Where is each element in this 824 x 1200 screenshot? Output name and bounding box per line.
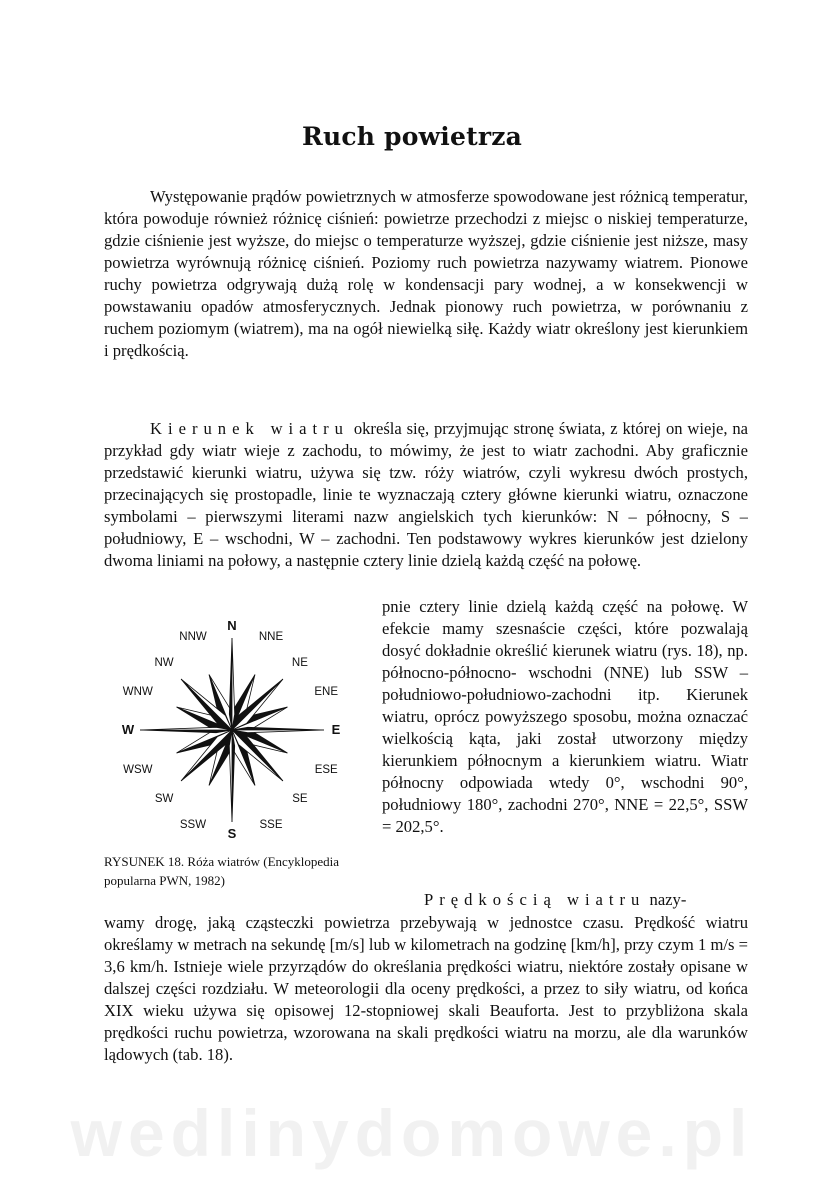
- paragraph-intro: Występowanie prądów powietrznych w atmosferze spowodowane jest różnicą temperatur, która powoduje również różnicę ciśnień: powietrze przechodzi z miejsc o niskiej temperaturze, gdzie ciśnienie jest wyższe, do miejsc o temperaturze wyższej, gdzie ciśnienie jest niższe, masy powietrza wyrównują różnicę ciśnień. Poziomy ruch powietrza nazywamy wiatrem. Pionowe ruchy powietrza odgrywają dużą rolę w kondensacji pary wodnej, a w konsekwencji w powstawaniu opadów atmosferycznych. Jednak pionowy ruch powietrza, w porównaniu z ruchem poziomym (wiatrem), ma na ogół niewielką siłę. Każdy wiatr określony jest kierunkiem i prędkością.: [104, 187, 748, 360]
- paragraph-wind-speed-lead-word: nazy-: [649, 890, 687, 909]
- rose-label-w: W: [121, 722, 135, 737]
- figure-caption: RYSUNEK 18. Róża wiatrów (Encyklopedia popularna PWN, 1982): [104, 854, 340, 888]
- rose-label-sse: SSE: [259, 819, 283, 832]
- rose-label-e: E: [331, 722, 341, 737]
- rose-label-s: S: [227, 826, 237, 841]
- paragraph-wind-direction-continued: pnie cztery linie dzielą każdą część na połowę. W efekcie mamy szesnaście części, które pozwalają dosyć dokładnie określić kierunek wiatru (rys. 18), np. północno-północno- wschodni (NNE) lub SSW – południowo-południowo-zachodni itp. Kierunek wiatru, oprócz powyższego sposobu, można oznaczać wielkością kąta, jaki został utworzony między kierunkiem północnym a kierunkiem wiatru. Wiatr północny odpowiada wtedy 0°, wschodni 90°, południowy 180°, zachodni 270°, NNE = 22,5°, SSW = 202,5°.: [382, 597, 748, 836]
- rose-point-w-light: [140, 727, 232, 730]
- rose-label-ne: NE: [291, 657, 308, 670]
- wind-rose-figure: [100, 615, 370, 845]
- term-wind-direction: Kierunek wiatru: [150, 419, 349, 438]
- rose-point-s-light: [229, 730, 232, 822]
- rose-label-sw: SW: [154, 792, 174, 805]
- paragraph-wind-speed-lead: [424, 889, 748, 911]
- wind-rose-diagram: [100, 615, 370, 845]
- rose-point-s-dark: [232, 730, 235, 822]
- rose-label-wnw: WNW: [122, 686, 153, 698]
- rose-point-n-dark: [229, 638, 232, 730]
- rose-label-ssw: SSW: [179, 819, 207, 832]
- rose-label-ene: ENE: [314, 686, 339, 698]
- watermark: wedlinydomowe.pl: [70, 1096, 754, 1170]
- paragraph-wind-speed: wamy drogę, jaką cząsteczki powietrza przebywają w jednostce czasu. Prędkość wiatru określamy w metrach na sekundę [m/s] lub w kilometrach na godzinę [km/h], przy czym 1 m/s = 3,6 km/h. Istnieje wiele przyrządów do określania prędkości wiatru, niektóre zostały opisane w dalszej części rozdziału. W meteorologii dla oceny prędkości, a przez to siły wiatru, od końca XIX wieku używa się opisowej 12-stopniowej skali Beauforta. Jest to przybliżona skala prędkości ruchu powietrza, wzorowana na skali prędkości wiatru na morzu, ale dla warunków lądowych (tab. 18).: [104, 913, 748, 1064]
- rose-label-nne: NNE: [258, 630, 284, 643]
- rose-point-n-light: [232, 638, 235, 730]
- rose-label-nw: NW: [154, 657, 174, 670]
- term-wind-speed: Prędkością wiatru: [424, 890, 646, 909]
- paragraph-wind-direction: [104, 418, 748, 596]
- rose-label-ese: ESE: [314, 764, 338, 776]
- rose-label-nnw: NNW: [179, 630, 207, 643]
- rose-label-n: N: [227, 618, 237, 633]
- paragraph-wind-direction-text: określa się, przyjmując stronę świata, z której on wieje, na przykład gdy wiatr wieje z zachodu, to mówimy, że jest to wiatr zachodni. Aby graficznie przedstawić kierunki wiatru, używa się tzw. róży wiatrów, czyli wykresu dwóch prostych, przecinających się prostopadle, linie te wyznaczają cztery główne kierunki wiatru, oznaczone symbolami – pierwszymi literami nazw angielskich tych kierunków: N – północny, S – południowy, E – wschodni, W – zachodni. Ten podstawowy wykres kierunków jest dzielony dwoma liniami na połowy, a następnie cztery linie dzielą każdą część na połowę.: [104, 419, 748, 570]
- rose-point-w-dark: [140, 730, 232, 733]
- rose-point-e-dark: [232, 727, 324, 730]
- rose-label-wsw: WSW: [123, 764, 153, 776]
- rose-point-e-light: [232, 730, 324, 733]
- rose-label-se: SE: [292, 792, 308, 805]
- page-title: Ruch powietrza: [301, 122, 523, 151]
